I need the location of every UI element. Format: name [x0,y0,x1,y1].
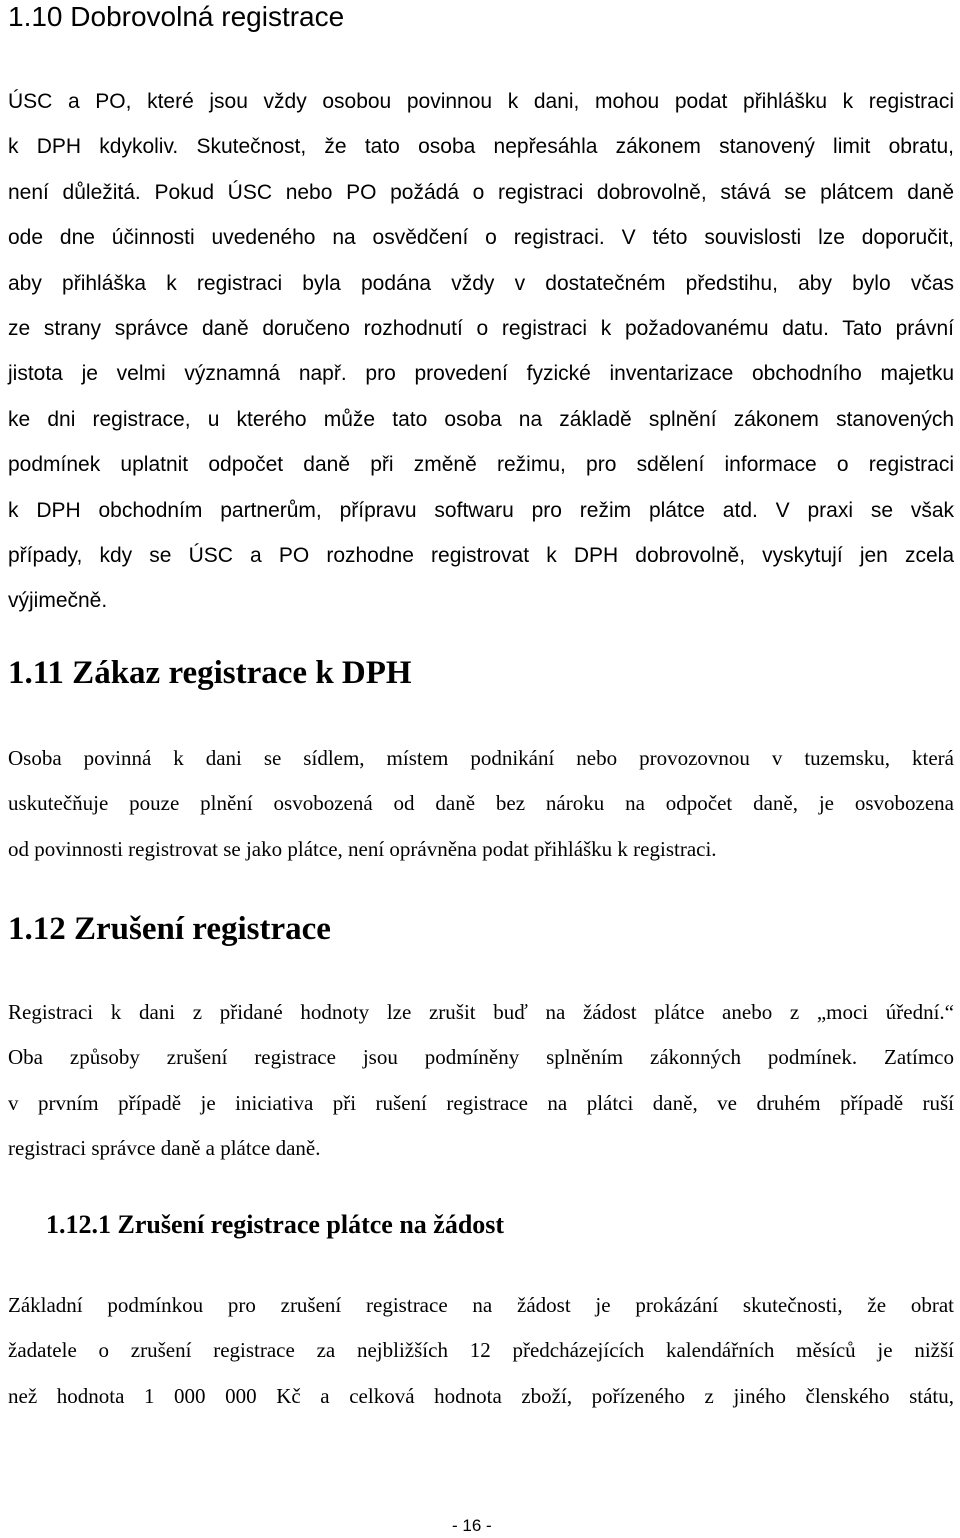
paragraph-zruseni-registrace [8,990,954,1172]
text-line: Registraci k dani z přidané hodnoty lze zrušit buď na žádost plátce anebo z „moci úřední.“ [8,1000,954,1024]
text-line: výjimečně. [8,589,108,613]
text-line: než hodnota 1 000 000 Kč a celková hodnota zboží, pořízeného z jiného členského státu, [8,1383,954,1408]
paragraph-dobrovolna-registrace [8,79,954,624]
text-line: není důležitá. Pokud ÚSC nebo PO požádá o registraci dobrovolně, stává se plátcem daně [8,180,954,204]
text-line: od povinnosti registrovat se jako plátce, není oprávněna podat přihlášku k registraci. [8,836,717,861]
text-line: ke dni registrace, u kterého může tato osoba na základě splnění zákonem stanovených [8,407,954,431]
text-line: aby přihláška k registraci byla podána vždy v dostatečném předstihu, aby bylo včas [8,271,954,295]
text-line: k DPH obchodním partnerům, přípravu softwaru pro režim plátce atd. V praxi se však [8,498,954,522]
text-line: Osoba povinná k dani se sídlem, místem podnikání nebo provozovnou v tuzemsku, která [8,746,954,770]
text-line: Oba způsoby zrušení registrace jsou podmíněny splněním zákonných podmínek. Zatímco [8,1045,954,1070]
paragraph-zakaz-registrace [8,736,954,872]
section-heading-1-11: 1.11 Zákaz registrace k DPH [8,655,412,691]
text-line: uskutečňuje pouze plnění osvobozená od daně bez nároku na odpočet daně, je osvobozena [8,791,954,816]
section-heading-1-10: 1.10 Dobrovolná registrace [8,1,345,32]
text-line: k DPH kdykoliv. Skutečnost, že tato osoba nepřesáhla zákonem stanovený limit obratu, [8,135,954,159]
section-heading-1-12: 1.12 Zrušení registrace [8,911,331,947]
text-line: podmínek uplatnit odpočet daně při změně režimu, pro sdělení informace o registraci [8,453,954,477]
text-line: případy, kdy se ÚSC a PO rozhodne registrovat k DPH dobrovolně, vyskytují jen zcela [8,543,954,567]
text-line: žadatele o zrušení registrace za nejbližších 12 předcházejících kalendářních měsíců je nižší [8,1338,954,1363]
text-line: Základní podmínkou pro zrušení registrace na žádost je prokázání skutečnosti, že obrat [8,1293,954,1317]
text-line: ÚSC a PO, které jsou vždy osobou povinnou k dani, mohou podat přihlášku k registraci [8,90,954,113]
page-number: - 16 - [452,1516,492,1535]
paragraph-zruseni-na-zadost [8,1283,954,1419]
section-heading-1-12-1: 1.12.1 Zrušení registrace plátce na žádost [46,1210,505,1239]
text-line: ze strany správce daně doručeno rozhodnutí o registraci k požadovanému datu. Tato právní [8,316,954,340]
text-line: v prvním případě je iniciativa při rušení registrace na plátci daně, ve druhém případě ruší [8,1090,954,1115]
text-line: registraci správce daně a plátce daně. [8,1136,321,1161]
text-line: ode dne účinnosti uvedeného na osvědčení o registraci. V této souvislosti lze doporučit, [8,226,954,250]
text-line: jistota je velmi významná např. pro provedení fyzické inventarizace obchodního majetku [8,362,954,386]
